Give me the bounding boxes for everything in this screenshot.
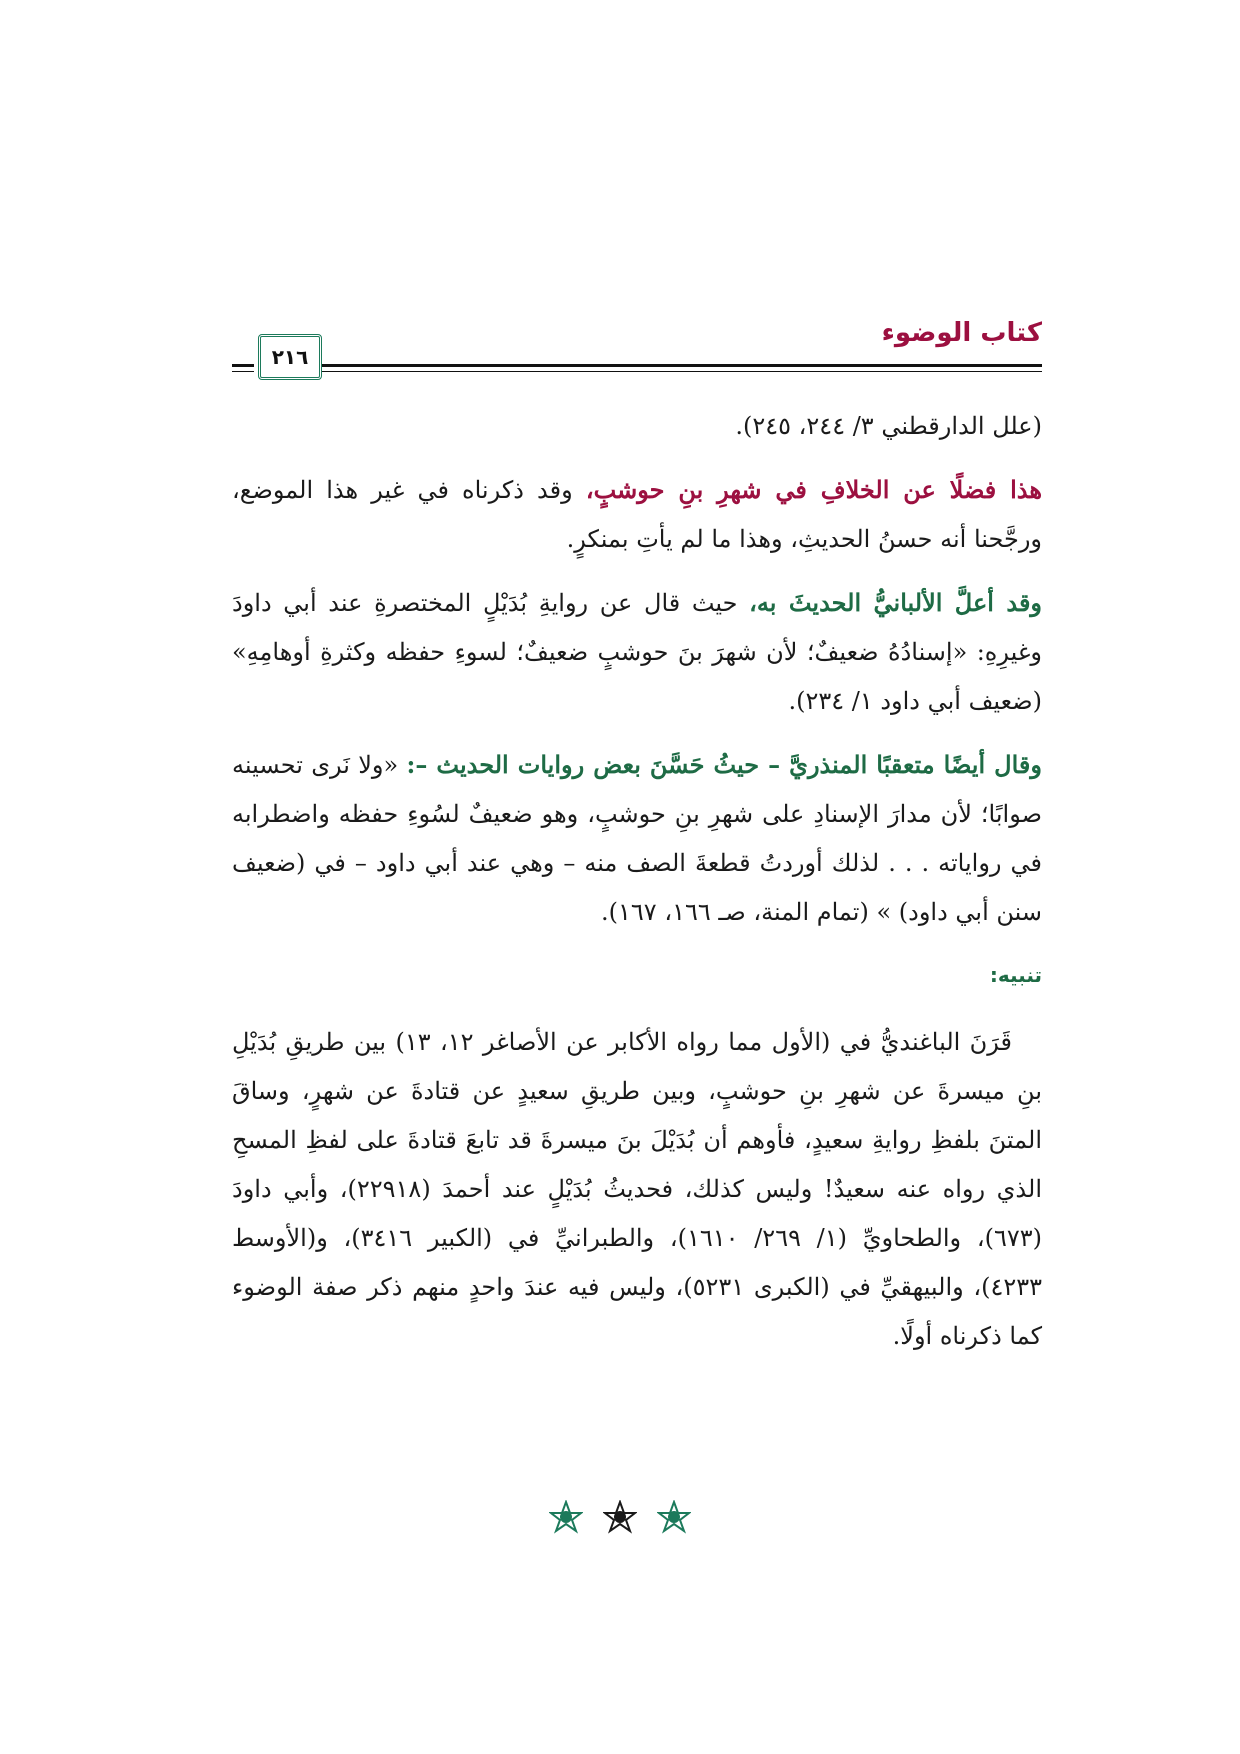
page-header bbox=[232, 312, 1042, 392]
paragraph-baghandi: قَرَنَ الباغنديُّ في (الأول مما رواه الأكابر عن الأصاغر ١٢، ١٣) بين طريقِ بُدَيْلِ بنِ ميسرةَ عن شهرِ بنِ حوشبٍ، وبين طريقِ سعيدٍ عن قتادةَ عن شهرٍ، وساقَ المتنَ بلفظِ روايةِ سعيدٍ، فأوهم أن بُدَيْلَ بنَ ميسرةَ قد تابعَ قتادةَ على لفظِ المسحِ الذي رواه عنه سعيدٌ! وليس كذلك، فحديثُ بُدَيْلٍ عند أحمدَ (٢٢٩١٨)، وأبي داودَ (٦٧٣)، والطحاويِّ (١/ ٢٦٩/ ١٦١٠)، والطبرانيِّ في (الكبير ٣٤١٦)، و(الأوسط ٤٢٣٣)، والبيهقيِّ في (الكبرى ٥٢٣١)، وليس فيه عندَ واحدٍ منهم ذكر صفة الوضوء كما ذكرناه أولًا. bbox=[232, 1028, 1042, 1350]
flower-ornament-icon bbox=[549, 1500, 583, 1534]
flower-ornament-icon bbox=[657, 1500, 691, 1534]
page-number-badge bbox=[258, 334, 322, 380]
paragraph-text: «ولا نَرى تحسينه صوابًا؛ لأن مدارَ الإسنادِ على شهرِ بنِ حوشبٍ، وهو ضعيفٌ لسُوءِ حفظه واضطرابه في رواياته . . . لذلك أوردتُ قطعةَ الصف منه – وهي عند أبي داود – في (ضعيف سنن أبي داود) » (تمام المنة، صـ ١٦٦، ١٦٧). bbox=[232, 751, 1042, 926]
paragraph-text: حيث قال عن روايةِ بُدَيْلٍ المختصرةِ عند أبي داودَ وغيرِهِ: «إسنادُهُ ضعيفٌ؛ لأن شهرَ بنَ حوشبٍ ضعيفٌ؛ لسوءِ حفظه وكثرةِ أوهامِهِ» (ضعيف أبي داود ١/ ٢٣٤). bbox=[232, 589, 1042, 715]
header-rule-thick bbox=[322, 364, 1042, 367]
highlight-green: وقد أعلَّ الألبانيُّ الحديثَ به، bbox=[749, 588, 1043, 617]
header-rule-left-thick bbox=[232, 364, 254, 367]
page-body bbox=[232, 402, 1042, 1375]
paragraph-mundhiri bbox=[232, 740, 1042, 937]
paragraph-albani bbox=[232, 578, 1042, 726]
flower-ornament-icon bbox=[603, 1500, 637, 1534]
citation-line: (علل الدارقطني ٣/ ٢٤٤، ٢٤٥). bbox=[735, 412, 1042, 440]
highlight-green: وقال أيضًا متعقبًا المنذريَّ – حيثُ حَسَّنَ بعض روايات الحديث –: bbox=[406, 750, 1042, 779]
highlight-red: هذا فضلًا عن الخلافِ في شهرِ بنِ حوشبٍ، bbox=[585, 475, 1042, 504]
header-rule-thin bbox=[322, 371, 1042, 372]
header-rule-left-thin bbox=[232, 371, 254, 372]
page-number: ٢١٦ bbox=[271, 345, 309, 369]
note-heading: تنبيه: bbox=[989, 963, 1042, 987]
book-title: كتاب الوضوء bbox=[881, 318, 1042, 348]
paragraph-shahr-dispute bbox=[232, 465, 1042, 564]
section-end-ornaments bbox=[0, 1500, 1240, 1534]
paragraph-text: وقد ذكرناه في غير هذا الموضع، ورجَّحنا أنه حسنُ الحديثِ، وهذا ما لم يأتِ بمنكرٍ. bbox=[232, 476, 1042, 553]
